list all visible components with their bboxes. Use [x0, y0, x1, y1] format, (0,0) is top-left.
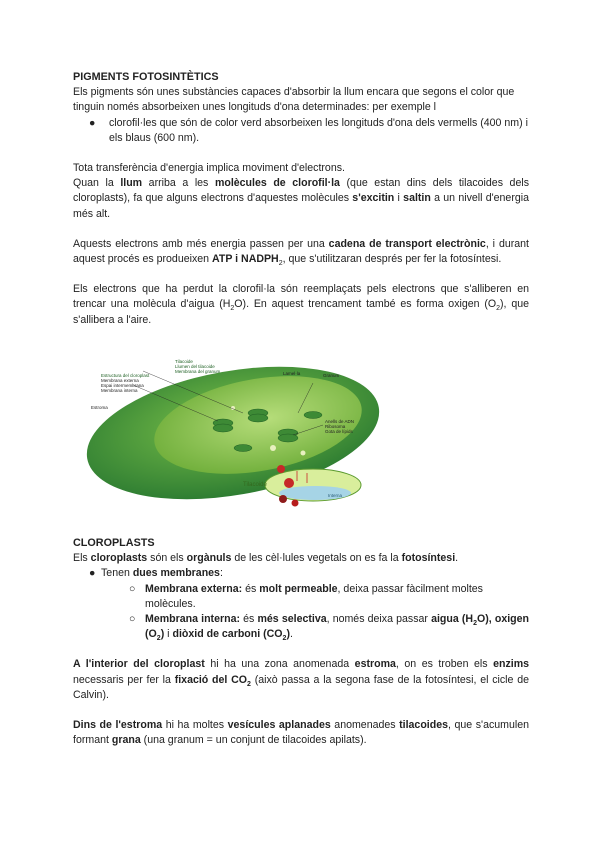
label-ribosoma: Ribosoma	[325, 424, 346, 429]
list-item	[73, 116, 529, 146]
label-gota: Gota de lípids	[325, 429, 353, 434]
pigments-intro: Els pigments són unes substàncies capaces d'absorbir la llum encara que segons el color que tinguin només absorbeixen unes longituds d'ona determinades: per exemple l	[73, 86, 515, 114]
membranes-sublist	[73, 582, 529, 643]
label-adn: Anells de ADN	[325, 419, 355, 424]
section-title-cloroplasts: CLOROPLASTS	[73, 537, 155, 549]
bullet-icon: ●	[89, 567, 96, 580]
label-lamel: Lamel·la	[283, 371, 301, 376]
list-item: ● Tenen dues membranes:	[73, 566, 529, 581]
pigments-bullet-list	[73, 116, 529, 146]
water-split-paragraph: Els electrons que ha perdut la clorofil·la són reemplaçats pels electrons que s'alliberen en trencar una molècula d'aigua $(H_2O)$. En aquest trencament també es forma oxigen $(O_2)$, que s'allibera a l'aire.	[73, 283, 530, 326]
chloroplasts-section	[73, 536, 529, 748]
label-tilacoide-bottom: Tilacoide	[243, 482, 267, 488]
light-paragraph: Quan la llum arriba a les molècules de clorofil·la (que estan dins dels tilacoides dels cloroplasts), fa que alguns electrons d'aquestes molècules s'excitin i saltin a un nivell d'energia més alt.	[73, 177, 529, 220]
electron-chain-paragraph: Aquests electrons amb més energia passen per una cadena de transport electrònic, i durant aquest procés es produeixen ATP i $NADPH_2$, que s'utilitzaran després per fer la fotosíntesi.	[73, 237, 529, 268]
section-title-pigments: PIGMENTS FOTOSINTÈTICS	[73, 71, 219, 83]
chloroplast-diagram	[83, 353, 383, 518]
bullet-text: clorofil·les que són de color verd absorbeixen les longituds d'ona dels vermells (400 nm) i els blaus (600 nm).	[109, 116, 528, 144]
label-tilacoide-top: Tilacoide	[175, 359, 193, 364]
cloroplasts-intro: Els cloroplasts són els orgànuls de les cèl·lules vegetals on es fa la fotosíntesi.	[73, 552, 459, 565]
bullet-icon: ●	[89, 116, 96, 129]
label-membrana-externa: Membrana externa	[101, 378, 139, 383]
label-estructura: Estructura del cloroplast	[101, 373, 150, 378]
label-membrana-interna: Membrana interna	[101, 388, 138, 393]
label-membrana-granum: Membrana del granum	[175, 369, 221, 374]
list-item: ○ Membrana interna: és més selectiva, només deixa passar aigua $(H_2O)$, oxigen $(O_2)$ i diòxid de carboni $(CO_2)$.	[129, 613, 529, 643]
label-granum: Granum	[323, 373, 340, 378]
thylakoid-paragraph: Dins de l'estroma hi ha moltes vesícules aplanades anomenades tilacoides, que s'acumulen formant grana (una granum = un conjunt de tilacoides apilats).	[73, 719, 529, 747]
stroma-paragraph: A l'interior del cloroplast hi ha una zona anomenada estroma, on es troben els enzims necessaris per fer la fixació del $CO_2$ (això passa a la segona fase de la fotosíntesi, el cicle de Calvin).	[73, 658, 530, 701]
document-page	[73, 70, 529, 328]
energy-transfer-text: Tota transferència d'energia implica moviment d'electrons.	[73, 162, 345, 175]
label-llumen: Llumen del tilacoide	[175, 364, 215, 369]
list-item: ○ Membrana externa: és molt permeable, deixa passar fàcilment moltes molècules.	[129, 582, 483, 610]
membranes-list	[73, 566, 529, 581]
circle-bullet-icon: ○	[129, 613, 136, 626]
label-espai: Espai intermembrana	[101, 383, 144, 388]
label-interna: Interna	[328, 493, 343, 498]
label-estroma: Estroma	[91, 405, 108, 410]
circle-bullet-icon: ○	[129, 582, 136, 595]
